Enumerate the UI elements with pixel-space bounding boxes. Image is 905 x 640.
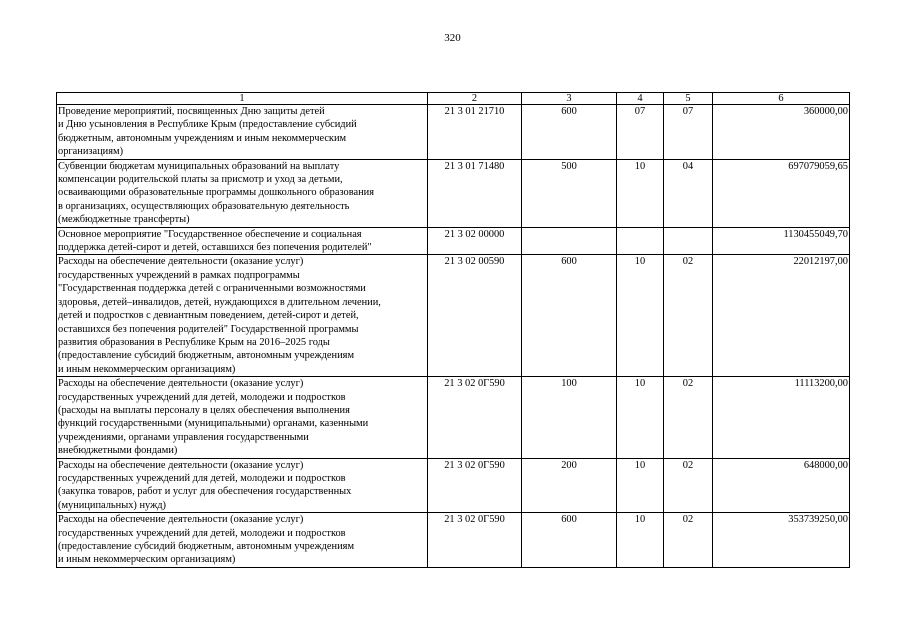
page-number: 320 [444, 32, 461, 44]
row-amount: 11113200,00 [713, 377, 850, 458]
row-code: 21 3 02 0Г590 [428, 458, 522, 513]
table-row [57, 227, 850, 255]
row-description: Расходы на обеспечение деятельности (оказание услуг) государственных учреждений в рамках подпрограммы "Государственная поддержка детей с ограниченными возможностями здоровья, детей–инвалидов, детей, нуждающихся в длительном лечении, детей и подростков с девиантным поведением, детей-сирот и детей, оставшихся без попечения родителей" Государственной программы развития образования в Республике Крым на 2016–2025 годы (предоставление субсидий бюджетным, автономным учреждениям и иным некоммерческим организациям) [57, 255, 428, 377]
row-description: Расходы на обеспечение деятельности (оказание услуг) государственных учреждений для детей, молодежи и подростков (расходы на выплаты персоналу в целях обеспечения выполнения функций государственными (муниципальными) органами, казенными учреждениями, органами управления государственными внебюджетными фондами) [57, 377, 428, 458]
row-description: Основное мероприятие "Государственное обеспечение и социальная поддержка детей-сирот и детей, оставшихся без попечения родителей" [57, 227, 428, 255]
header-col-1: 1 [57, 93, 428, 105]
row-col5: 04 [664, 159, 713, 227]
row-amount: 360000,00 [713, 105, 850, 160]
row-col5: 02 [664, 255, 713, 377]
row-col5: 02 [664, 513, 713, 568]
row-col4: 10 [617, 159, 664, 227]
row-col4 [617, 227, 664, 255]
row-code: 21 3 02 0Г590 [428, 513, 522, 568]
row-col5: 02 [664, 458, 713, 513]
row-description: Субвенции бюджетам муниципальных образований на выплату компенсации родительской платы за присмотр и уход за детьми, осваивающими образовательные программы дошкольного образования в организациях, осуществляющих образовательную деятельность (межбюджетные трансферты) [57, 159, 428, 227]
row-col3: 100 [522, 377, 617, 458]
header-col-4: 4 [617, 93, 664, 105]
row-col3: 600 [522, 105, 617, 160]
row-col4: 10 [617, 255, 664, 377]
header-row [57, 93, 850, 105]
row-col4: 10 [617, 377, 664, 458]
row-col5 [664, 227, 713, 255]
row-description: Расходы на обеспечение деятельности (оказание услуг) государственных учреждений для детей, молодежи и подростков (закупка товаров, работ и услуг для обеспечения государственных (муниципальных) нужд) [57, 458, 428, 513]
row-col5: 02 [664, 377, 713, 458]
table-row [57, 255, 850, 377]
row-amount: 353739250,00 [713, 513, 850, 568]
header-col-5: 5 [664, 93, 713, 105]
row-col3: 500 [522, 159, 617, 227]
row-description: Проведение мероприятий, посвященных Дню защиты детей и Дню усыновления в Республике Крым (предоставление субсидий бюджетным, автономным учреждениям и иным некоммерческим организациям) [57, 105, 428, 160]
row-col4: 07 [617, 105, 664, 160]
budget-table [56, 92, 850, 568]
table-row [57, 458, 850, 513]
row-code: 21 3 01 71480 [428, 159, 522, 227]
table-row [57, 377, 850, 458]
row-amount: 22012197,00 [713, 255, 850, 377]
table-row [57, 105, 850, 160]
row-col3: 200 [522, 458, 617, 513]
row-code: 21 3 02 00000 [428, 227, 522, 255]
row-col5: 07 [664, 105, 713, 160]
row-description: Расходы на обеспечение деятельности (оказание услуг) государственных учреждений для детей, молодежи и подростков (предоставление субсидий бюджетным, автономным учреждениям и иным некоммерческим организациям) [57, 513, 428, 568]
row-amount: 1130455049,70 [713, 227, 850, 255]
header-col-6: 6 [713, 93, 850, 105]
row-col3: 600 [522, 255, 617, 377]
row-code: 21 3 02 0Г590 [428, 377, 522, 458]
row-col3: 600 [522, 513, 617, 568]
table-row [57, 513, 850, 568]
row-code: 21 3 01 21710 [428, 105, 522, 160]
header-col-2: 2 [428, 93, 522, 105]
row-code: 21 3 02 00590 [428, 255, 522, 377]
row-amount: 648000,00 [713, 458, 850, 513]
row-col4: 10 [617, 458, 664, 513]
header-col-3: 3 [522, 93, 617, 105]
row-col4: 10 [617, 513, 664, 568]
row-col3 [522, 227, 617, 255]
row-amount: 697079059,65 [713, 159, 850, 227]
table-row [57, 159, 850, 227]
